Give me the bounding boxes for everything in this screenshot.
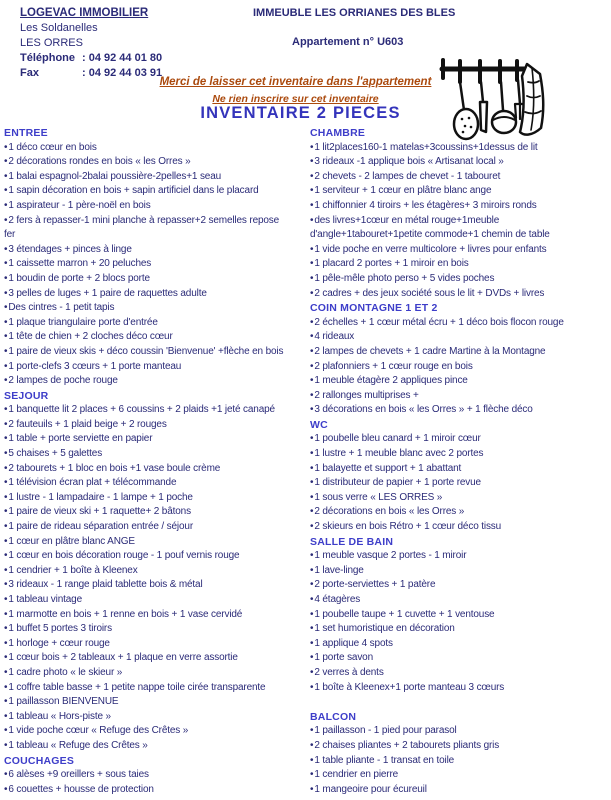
bullet-icon: •: [4, 652, 8, 664]
bullet-icon: •: [310, 491, 314, 503]
item-text: 1 cœur en bois décoration rouge - 1 pouf vernis rouge: [8, 550, 240, 562]
list-item: [310, 272, 607, 287]
list-item: [4, 301, 306, 316]
section-entree: [4, 126, 306, 389]
list-item: [310, 257, 607, 272]
item-text: 1 marmotte en bois + 1 renne en bois + 1 vase cervidé: [8, 608, 243, 620]
bullet-icon: •: [4, 681, 8, 693]
bullet-icon: •: [4, 199, 8, 211]
item-text: 1 cœur bois + 2 tableaux + 1 plaque en verre assortie: [8, 652, 238, 664]
bullet-icon: •: [310, 564, 314, 576]
bullet-icon: •: [310, 652, 314, 664]
bullet-icon: •: [4, 448, 8, 460]
list-item: [4, 520, 306, 535]
bullet-icon: •: [4, 725, 8, 737]
list-item: [4, 243, 306, 258]
item-text: 1 poubelle bleu canard + 1 miroir cœur: [314, 433, 481, 445]
list-item: [4, 608, 306, 623]
item-text: 1 meuble étagère 2 appliques pince: [314, 375, 468, 387]
item-text: 2 porte-serviettes + 1 patère: [314, 579, 436, 591]
agency-header-block: [20, 6, 162, 81]
item-text: 1 horloge + cœur rouge: [8, 637, 110, 649]
bullet-icon: •: [4, 345, 8, 357]
bullet-icon: •: [310, 243, 314, 255]
list-item: [310, 214, 607, 229]
notice-line-1: Merci de laisser cet inventaire dans l'appartement: [159, 76, 432, 88]
item-text: 4 étagères: [314, 594, 361, 605]
item-text: 1 paire de vieux skis + déco coussin 'Bienvenue' +flèche en bois: [8, 345, 284, 357]
item-text: 3 rideaux - 1 range plaid tablette bois & métal: [8, 579, 203, 591]
list-item: [4, 360, 306, 375]
bullet-icon: •: [4, 710, 8, 722]
item-text: 1 paillasson - 1 pied pour parasol: [314, 725, 457, 737]
item-text: 1 distributeur de papier + 1 porte revue: [314, 477, 481, 489]
bullet-icon: •: [4, 608, 8, 620]
list-item: [310, 520, 607, 535]
list-item: [310, 316, 607, 331]
list-item: [4, 622, 306, 637]
bullet-icon: •: [310, 783, 314, 795]
item-text: 1 chiffonnier 4 tiroirs + les étagères+ 3 miroirs ronds: [314, 199, 537, 211]
item-text: 3 pelles de luges + 1 paire de raquettes adulte: [8, 287, 207, 299]
bullet-icon: •: [310, 594, 314, 605]
item-text: 2 cadres + des jeux société sous le lit + DVDs + livres: [314, 287, 545, 299]
item-text: 3 étendages + pinces à linge: [8, 243, 132, 255]
item-text: 1 cadre photo « le skieur »: [8, 666, 123, 678]
list-item: [310, 637, 607, 652]
item-text: 2 décorations en bois « les Orres »: [314, 506, 465, 518]
item-text: 1 paire de vieux ski + 1 raquette+ 2 bâtons: [8, 506, 191, 518]
bullet-icon: •: [4, 243, 8, 255]
bullet-icon: •: [310, 608, 314, 620]
list-item: [4, 783, 306, 798]
bullet-icon: •: [4, 739, 8, 751]
list-item: [310, 622, 607, 637]
list-item: [4, 710, 306, 725]
item-text: 1 table + porte serviette en papier: [8, 433, 153, 445]
item-text: 1 buffet 5 portes 3 tiroirs: [8, 623, 112, 635]
item-text: 1 banquette lit 2 places + 6 coussins + 2 plaids +1 jeté canapé: [8, 404, 275, 416]
bullet-icon: •: [4, 594, 8, 605]
list-item: [310, 243, 607, 258]
bullet-icon: •: [4, 141, 8, 153]
bullet-icon: •: [310, 214, 314, 226]
list-item: [4, 316, 306, 331]
list-item: [4, 505, 306, 520]
notice-line-2: Ne rien inscrire sur cet inventaire: [212, 93, 379, 105]
list-item: [4, 432, 306, 447]
fax-label: Fax: [20, 67, 39, 79]
list-item: [4, 403, 306, 418]
list-item: [4, 272, 306, 287]
bullet-icon: •: [4, 783, 8, 795]
list-item: [310, 549, 607, 564]
list-item: [4, 257, 306, 272]
list-item: [4, 184, 306, 199]
bullet-icon: •: [310, 316, 314, 328]
list-item: [4, 155, 306, 170]
bullet-icon: •: [4, 521, 8, 533]
item-text: 1 meuble vasque 2 portes - 1 miroir: [314, 550, 467, 562]
item-text: 2 chaises pliantes + 2 tabourets pliants gris: [314, 739, 500, 751]
item-text: 4 rideaux: [314, 331, 355, 343]
item-text: d'angle+1tabouret+1petite commode+1 chemin de table: [310, 229, 550, 241]
bullet-icon: •: [310, 739, 314, 751]
agency-residence: Les Soldanelles: [20, 22, 98, 34]
list-item: [310, 389, 607, 404]
bullet-icon: •: [310, 389, 314, 401]
section-header: WC: [310, 418, 328, 431]
item-text: 2 tabourets + 1 bloc en bois +1 vase boule crème: [8, 462, 221, 474]
list-item: [4, 330, 306, 345]
item-text: 3 rideaux -1 applique bois « Artisanat local »: [314, 156, 504, 168]
bullet-icon: •: [310, 448, 314, 460]
bullet-icon: •: [310, 272, 314, 284]
bullet-icon: •: [4, 491, 8, 503]
bullet-icon: •: [310, 666, 314, 678]
agency-city: LES ORRES: [20, 37, 83, 49]
item-text: 1 vide poche en verre multicolore + livres pour enfants: [314, 243, 547, 255]
list-item: [4, 724, 306, 739]
item-text: 2 skieurs en bois Rétro + 1 cœur déco tissu: [314, 521, 502, 533]
list-item: [310, 768, 607, 783]
list-item: [310, 666, 607, 681]
list-item: [310, 345, 607, 360]
item-text: 1 tête de chien + 2 cloches déco cœur: [8, 331, 173, 343]
bullet-icon: •: [310, 199, 314, 211]
bullet-icon: •: [310, 141, 314, 153]
bullet-icon: •: [310, 287, 314, 299]
list-item: [4, 666, 306, 681]
list-item: [4, 739, 306, 754]
bullet-icon: •: [4, 769, 8, 781]
bullet-icon: •: [4, 287, 8, 299]
item-text: 5 chaises + 5 galettes: [8, 448, 103, 460]
bullet-icon: •: [4, 404, 8, 416]
list-item: [310, 170, 607, 185]
item-text: 1 sapin décoration en bois + sapin artificiel dans le placard: [8, 185, 259, 197]
bullet-icon: •: [310, 331, 314, 343]
section-header: CHAMBRE: [310, 127, 366, 139]
list-item: [4, 228, 306, 243]
bullet-icon: •: [310, 462, 314, 474]
item-text: 1 lave-linge: [314, 564, 364, 576]
section-coin-montagne-1-et-2: [310, 301, 607, 418]
item-text: 1 lit2places160-1 matelas+3coussins+1dessus de lit: [314, 141, 538, 153]
section-header: SALLE DE BAIN: [310, 535, 394, 548]
bullet-icon: •: [310, 550, 314, 562]
list-item: [310, 564, 607, 579]
list-item: [310, 578, 607, 593]
bullet-icon: •: [4, 696, 8, 708]
item-text: 1 porte-clefs 3 cœurs + 1 porte manteau: [8, 360, 182, 372]
item-text: 1 boîte à Kleenex+1 porte manteau 3 cœurs: [314, 681, 505, 693]
bullet-icon: •: [4, 579, 8, 591]
list-item: [310, 330, 607, 345]
list-item: [4, 535, 306, 550]
bullet-icon: •: [310, 579, 314, 591]
item-text: 1 balai espagnol-2balai poussière-2pelles+1 seau: [8, 170, 222, 182]
list-item: [4, 287, 306, 302]
bullet-icon: •: [4, 462, 8, 474]
bullet-icon: •: [4, 156, 8, 168]
page-title: INVENTAIRE 2 PIECES: [200, 104, 401, 122]
item-text: 1 aspirateur - 1 père-noël en bois: [8, 199, 151, 211]
item-text: 1 applique 4 spots: [314, 637, 393, 649]
bullet-icon: •: [4, 666, 8, 678]
section-header: COIN MONTAGNE 1 ET 2: [310, 302, 438, 315]
item-text: 1 cendrier + 1 boîte à Kleenex: [8, 564, 138, 576]
item-text: 1 tableau vintage: [8, 594, 82, 605]
section-couchages: [4, 754, 306, 798]
list-item: [310, 651, 607, 666]
item-text: 2 lampes de chevets + 1 cadre Martine à la Montagne: [314, 345, 546, 357]
bullet-icon: •: [4, 564, 8, 576]
list-item: [4, 374, 306, 389]
list-item: [310, 754, 607, 769]
list-item: [4, 768, 306, 783]
bullet-icon: •: [310, 623, 314, 635]
list-item: [4, 418, 306, 433]
item-text: 1 pêle-mêle photo perso + 5 vides poches: [314, 272, 495, 284]
bullet-icon: •: [310, 521, 314, 533]
item-text: 2 décorations rondes en bois « les Orres »: [8, 156, 191, 168]
left-column: [4, 126, 306, 797]
item-text: 6 alèses +9 oreillers + sous taies: [8, 769, 149, 781]
building-name: IMMEUBLE LES ORRIANES DES BLES: [253, 7, 456, 19]
item-text: 1 poubelle taupe + 1 cuvette + 1 ventouse: [314, 608, 495, 620]
phone-number: : 04 92 44 01 80: [82, 52, 163, 64]
list-item: [4, 141, 306, 156]
bullet-icon: •: [4, 214, 8, 226]
bullet-icon: •: [4, 185, 8, 197]
item-text: 1 coffre table basse + 1 petite nappe toile cirée transparente: [8, 681, 266, 693]
item-text: 1 table pliante - 1 transat en toile: [314, 754, 455, 766]
list-item: [310, 155, 607, 170]
bullet-icon: •: [4, 623, 8, 635]
item-text: Des cintres - 1 petit tapis: [8, 302, 115, 314]
bullet-icon: •: [310, 637, 314, 649]
item-text: 2 chevets - 2 lampes de chevet - 1 tabouret: [314, 170, 501, 182]
list-item: [4, 476, 306, 491]
phone-line: [20, 51, 162, 66]
list-item: [4, 651, 306, 666]
section-balcon: [310, 710, 607, 798]
bullet-icon: •: [4, 360, 8, 372]
section-sejour: [4, 389, 306, 754]
list-item: [310, 783, 607, 798]
list-item: [310, 228, 607, 243]
bullet-icon: •: [310, 769, 314, 781]
list-item: [310, 608, 607, 623]
item-text: 1 cœur en plâtre blanc ANGE: [8, 535, 135, 547]
list-item: [4, 491, 306, 506]
list-item: [4, 170, 306, 185]
item-text: 1 télévision écran plat + télécommande: [8, 477, 177, 489]
item-text: 1 cendrier en pierre: [314, 769, 399, 781]
item-text: 1 vide poche cœur « Refuge des Crêtes »: [8, 725, 189, 737]
list-item: [4, 447, 306, 462]
list-item: [4, 578, 306, 593]
list-item: [310, 739, 607, 754]
bullet-icon: •: [310, 345, 314, 357]
list-item: [4, 593, 306, 608]
fax-number: : 04 92 44 03 91: [82, 67, 163, 79]
item-text: 1 tableau « Hors-piste »: [8, 710, 111, 722]
item-text: des livres+1cœur en métal rouge+1meuble: [314, 214, 500, 226]
item-text: 1 sous verre « LES ORRES »: [314, 491, 443, 503]
list-item: [310, 184, 607, 199]
item-text: 2 rallonges multiprises +: [314, 389, 419, 401]
item-text: 2 verres à dents: [314, 666, 384, 678]
item-text: 1 mangeoire pour écureuil: [314, 783, 427, 795]
bullet-icon: •: [4, 375, 8, 387]
bullet-icon: •: [4, 550, 8, 562]
list-item: [310, 447, 607, 462]
list-item: [310, 593, 607, 608]
bullet-icon: •: [4, 506, 8, 518]
section-header: COUCHAGES: [4, 754, 75, 767]
item-text: 1 lustre - 1 lampadaire - 1 lampe + 1 poche: [8, 491, 193, 503]
section-header: BALCON: [310, 710, 357, 723]
bullet-icon: •: [310, 185, 314, 197]
list-item: [310, 681, 607, 696]
item-text: 2 lampes de poche rouge: [8, 375, 118, 387]
list-item: [310, 403, 607, 418]
item-text: 1 serviteur + 1 cœur en plâtre blanc ange: [314, 185, 492, 197]
item-text: 3 décorations en bois « les Orres » + 1 flèche déco: [314, 404, 533, 416]
section-wc: [310, 418, 607, 535]
item-text: 1 plaque triangulaire porte d'entrée: [8, 316, 158, 328]
item-text: 2 fers à repasser-1 mini planche à repasser+2 semelles repose: [8, 214, 280, 226]
phone-label: Téléphone: [20, 52, 76, 64]
list-item: [4, 564, 306, 579]
item-text: 1 paire de rideau séparation entrée / séjour: [8, 521, 193, 533]
bullet-icon: •: [4, 316, 8, 328]
item-text: 2 échelles + 1 cœur métal écru + 1 déco bois flocon rouge: [314, 316, 564, 328]
item-text: 1 placard 2 portes + 1 miroir en bois: [314, 258, 469, 270]
item-text: 2 fauteuils + 1 plaid beige + 2 rouges: [8, 418, 167, 430]
bullet-icon: •: [310, 477, 314, 489]
bullet-icon: •: [310, 681, 314, 693]
list-item: [4, 199, 306, 214]
bullet-icon: •: [310, 170, 314, 182]
bullet-icon: •: [4, 535, 8, 547]
bullet-icon: •: [310, 506, 314, 518]
list-item: [4, 214, 306, 229]
right-column: [310, 126, 607, 797]
bullet-icon: •: [310, 725, 314, 737]
bullet-icon: •: [4, 637, 8, 649]
list-item: [310, 199, 607, 214]
list-item: [4, 345, 306, 360]
item-text: 2 plafonniers + 1 cœur rouge en bois: [314, 360, 473, 372]
apartment-number: Appartement n° U603: [292, 36, 404, 48]
item-text: 1 tableau « Refuge des Crêtes »: [8, 739, 148, 751]
item-text: 1 déco cœur en bois: [8, 141, 97, 153]
bullet-icon: •: [310, 360, 314, 372]
list-item: [310, 462, 607, 477]
list-item: [310, 505, 607, 520]
list-item: [4, 637, 306, 652]
list-item: [310, 432, 607, 447]
bullet-icon: •: [310, 404, 314, 416]
bullet-icon: •: [4, 477, 8, 489]
item-text: 1 porte savon: [314, 652, 374, 664]
bullet-icon: •: [310, 258, 314, 270]
item-text: 1 caissette marron + 20 peluches: [8, 258, 152, 270]
list-item: [310, 360, 607, 375]
bullet-icon: •: [310, 433, 314, 445]
section-salle-de-bain: [310, 535, 607, 696]
item-text: 1 balayette et support + 1 abattant: [314, 462, 462, 474]
item-text: 1 paillasson BIENVENUE: [8, 696, 119, 708]
item-text: 1 lustre + 1 meuble blanc avec 2 portes: [314, 448, 484, 460]
item-text: 1 set humoristique en décoration: [314, 623, 455, 635]
list-item: [310, 724, 607, 739]
list-item: [310, 141, 607, 156]
bullet-icon: •: [4, 258, 8, 270]
item-text: 6 couettes + housse de protection: [8, 783, 154, 795]
section-header: ENTREE: [4, 127, 48, 139]
bullet-icon: •: [4, 272, 8, 284]
bullet-icon: •: [4, 331, 8, 343]
list-item: [310, 374, 607, 389]
bullet-icon: •: [4, 433, 8, 445]
agency-name: LOGEVAC IMMOBILIER: [20, 7, 149, 19]
list-item: [310, 491, 607, 506]
bullet-icon: •: [4, 302, 8, 314]
list-item: [4, 695, 306, 710]
bullet-icon: •: [310, 375, 314, 387]
list-item: [4, 462, 306, 477]
section-chambre: [310, 126, 607, 301]
bullet-icon: •: [310, 754, 314, 766]
bullet-icon: •: [4, 170, 8, 182]
list-item: [4, 681, 306, 696]
bullet-icon: •: [4, 418, 8, 430]
item-text: fer: [4, 229, 16, 241]
list-item: [310, 287, 607, 302]
list-item: [4, 549, 306, 564]
item-text: 1 boudin de porte + 2 blocs porte: [8, 272, 150, 284]
bullet-icon: •: [310, 156, 314, 168]
list-item: [310, 476, 607, 491]
section-header: SEJOUR: [4, 389, 49, 402]
